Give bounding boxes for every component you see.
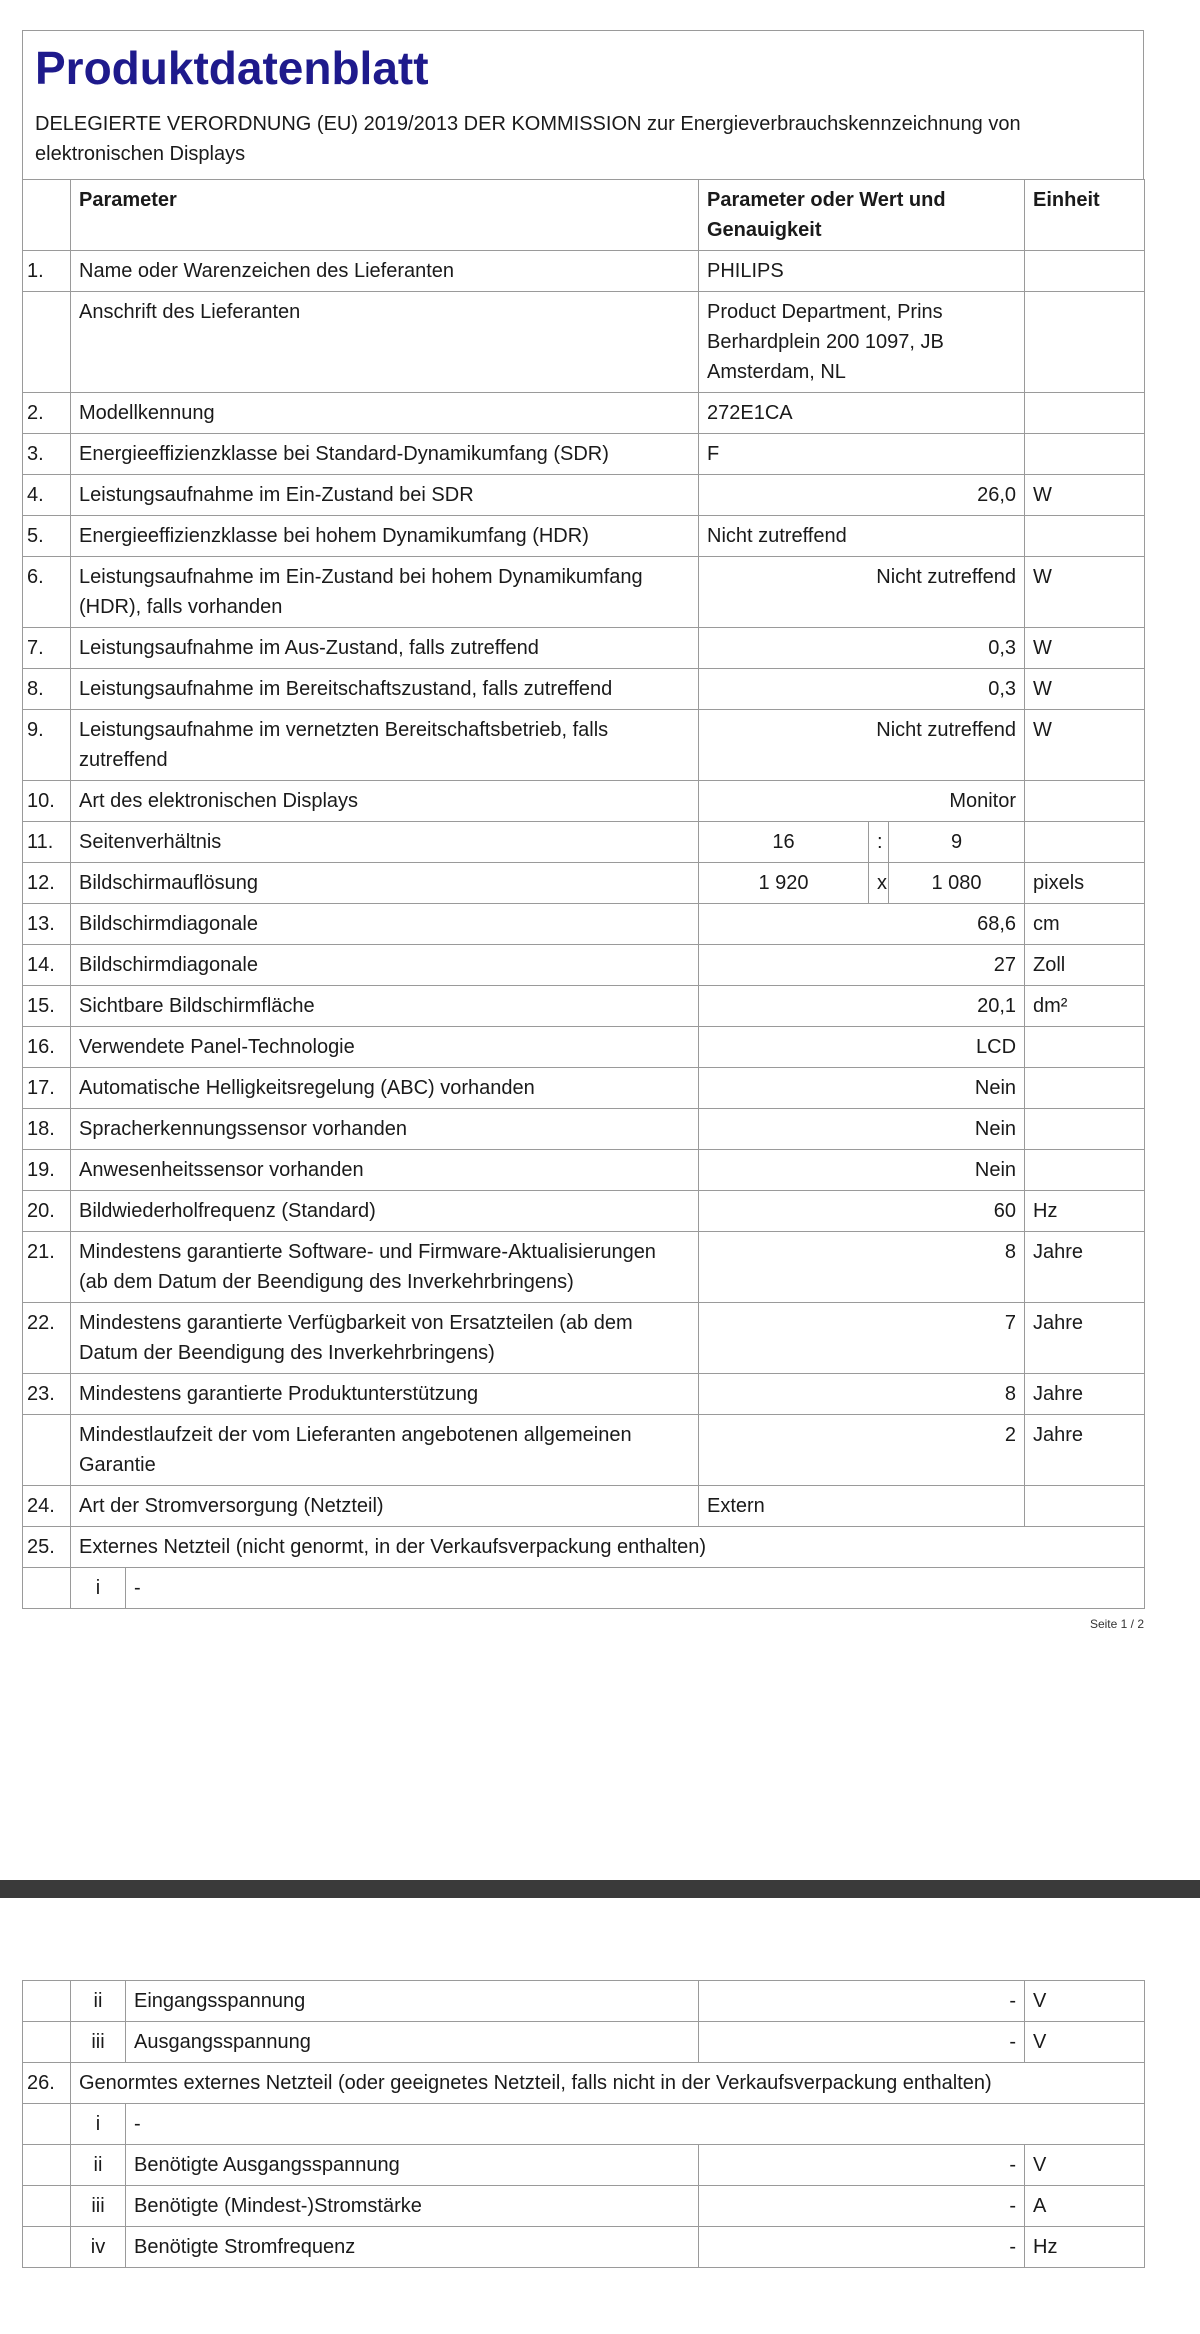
row-unit: V [1025, 2022, 1145, 2063]
row-parameter: Art der Stromversorgung (Netzteil) [71, 1486, 699, 1527]
table-row [23, 292, 1145, 393]
row-value: F [699, 434, 1025, 475]
row-parameter: Eingangsspannung [126, 1981, 699, 2022]
row-parameter: Bildwiederholfrequenz (Standard) [71, 1191, 699, 1232]
row-number: 13. [23, 904, 71, 945]
row-sub-number: ii [71, 2145, 126, 2186]
row-unit: dm² [1025, 986, 1145, 1027]
row-number: 14. [23, 945, 71, 986]
row-unit: Jahre [1025, 1374, 1145, 1415]
row-value-left: 1 920 [699, 863, 869, 904]
row-value: Extern [699, 1486, 1025, 1527]
row-number: 22. [23, 1303, 71, 1374]
page-title: Produktdatenblatt [35, 42, 429, 94]
row-parameter: Energieeffizienzklasse bei hohem Dynamikumfang (HDR) [71, 516, 699, 557]
row-value-right: 9 [889, 822, 1025, 863]
row-number: 5. [23, 516, 71, 557]
row-sub-number: i [71, 1568, 126, 1609]
row-parameter: Bildschirmauflösung [71, 863, 699, 904]
row-unit: Hz [1025, 2227, 1145, 2268]
row-value: 27 [699, 945, 1025, 986]
table-row [23, 2186, 1145, 2227]
row-number: 8. [23, 669, 71, 710]
row-number: 18. [23, 1109, 71, 1150]
table-row [23, 2063, 1145, 2104]
row-value: 2 [699, 1415, 1025, 1486]
row-unit [1025, 1486, 1145, 1527]
table-row [23, 393, 1145, 434]
row-section-text: Externes Netzteil (nicht genormt, in der Verkaufsverpackung enthalten) [71, 1527, 1145, 1568]
page-divider [0, 1880, 1200, 1898]
table-row [23, 251, 1145, 292]
row-unit: V [1025, 2145, 1145, 2186]
row-unit: Jahre [1025, 1415, 1145, 1486]
title-box [22, 30, 1144, 179]
row-number: 9. [23, 710, 71, 781]
row-number: 2. [23, 393, 71, 434]
row-parameter: Verwendete Panel-Technologie [71, 1027, 699, 1068]
row-parameter: Benötigte (Mindest-)Stromstärke [126, 2186, 699, 2227]
row-number [23, 292, 71, 393]
row-value: - [699, 2186, 1025, 2227]
row-value: - [699, 2022, 1025, 2063]
row-unit: Jahre [1025, 1303, 1145, 1374]
table-row [23, 822, 1145, 863]
row-unit: Jahre [1025, 1232, 1145, 1303]
table-row [23, 628, 1145, 669]
row-number [23, 2145, 71, 2186]
row-value: Nein [699, 1109, 1025, 1150]
row-unit: W [1025, 557, 1145, 628]
table-row [23, 557, 1145, 628]
row-unit: W [1025, 628, 1145, 669]
row-value: Nicht zutreffend [699, 516, 1025, 557]
table-row [23, 1981, 1145, 2022]
row-number [23, 2227, 71, 2268]
row-unit [1025, 292, 1145, 393]
row-unit [1025, 781, 1145, 822]
table-header-row [23, 180, 1145, 251]
row-value: Nicht zutreffend [699, 710, 1025, 781]
row-value: 20,1 [699, 986, 1025, 1027]
row-parameter: Leistungsaufnahme im Bereitschaftszustand, falls zutreffend [71, 669, 699, 710]
row-value: Nein [699, 1068, 1025, 1109]
row-value-left: 16 [699, 822, 869, 863]
row-parameter: Automatische Helligkeitsregelung (ABC) vorhanden [71, 1068, 699, 1109]
row-parameter: Mindestlaufzeit der vom Lieferanten angebotenen allgemeinen Garantie [71, 1415, 699, 1486]
row-value: PHILIPS [699, 251, 1025, 292]
row-value: 0,3 [699, 669, 1025, 710]
row-value: 26,0 [699, 475, 1025, 516]
row-number [23, 2104, 71, 2145]
row-number: 16. [23, 1027, 71, 1068]
row-parameter: Ausgangsspannung [126, 2022, 699, 2063]
row-number: 12. [23, 863, 71, 904]
row-number: 26. [23, 2063, 71, 2104]
row-value: 7 [699, 1303, 1025, 1374]
regulation-subtitle: DELEGIERTE VERORDNUNG (EU) 2019/2013 DER KOMMISSION zur Energieverbrauchskennzeichnung von elektronischen Displays [35, 113, 1021, 165]
row-parameter: Leistungsaufnahme im vernetzten Bereitschaftsbetrieb, falls zutreffend [71, 710, 699, 781]
row-number: 15. [23, 986, 71, 1027]
row-parameter: Spracherkennungssensor vorhanden [71, 1109, 699, 1150]
row-unit: Hz [1025, 1191, 1145, 1232]
row-parameter: Bildschirmdiagonale [71, 945, 699, 986]
row-number: 7. [23, 628, 71, 669]
row-unit: W [1025, 475, 1145, 516]
row-parameter: Benötigte Stromfrequenz [126, 2227, 699, 2268]
row-number: 11. [23, 822, 71, 863]
row-unit [1025, 822, 1145, 863]
table-row [23, 1027, 1145, 1068]
table-row [23, 781, 1145, 822]
table-row [23, 1374, 1145, 1415]
datasheet-page-2 [22, 1980, 1144, 2268]
row-number: 6. [23, 557, 71, 628]
table-row [23, 1191, 1145, 1232]
table-row [23, 863, 1145, 904]
header-num-cell [23, 180, 71, 251]
row-parameter: Mindestens garantierte Produktunterstützung [71, 1374, 699, 1415]
table-row [23, 1486, 1145, 1527]
table-row [23, 986, 1145, 1027]
row-sub-text: - [126, 2104, 1145, 2145]
table-row [23, 516, 1145, 557]
row-value: 272E1CA [699, 393, 1025, 434]
row-unit: cm [1025, 904, 1145, 945]
row-sub-number: iii [71, 2022, 126, 2063]
row-unit [1025, 1150, 1145, 1191]
row-number [23, 1981, 71, 2022]
row-value: - [699, 2227, 1025, 2268]
row-parameter: Bildschirmdiagonale [71, 904, 699, 945]
row-value: Monitor [699, 781, 1025, 822]
row-sub-number: iii [71, 2186, 126, 2227]
row-number [23, 2022, 71, 2063]
table-row [23, 434, 1145, 475]
table-row [23, 669, 1145, 710]
row-sub-text: - [126, 1568, 1145, 1609]
row-number: 4. [23, 475, 71, 516]
row-unit [1025, 251, 1145, 292]
table-row [23, 2145, 1145, 2186]
row-sub-number: iv [71, 2227, 126, 2268]
header-unit: Einheit [1025, 180, 1145, 251]
table-row [23, 1303, 1145, 1374]
row-parameter: Art des elektronischen Displays [71, 781, 699, 822]
row-value: 8 [699, 1232, 1025, 1303]
table-row [23, 1109, 1145, 1150]
row-section-text: Genormtes externes Netzteil (oder geeignetes Netzteil, falls nicht in der Verkaufsverpackung enthalten) [71, 2063, 1145, 2104]
row-unit [1025, 1027, 1145, 1068]
row-value-separator: : [869, 822, 889, 863]
row-number: 24. [23, 1486, 71, 1527]
table-row [23, 1232, 1145, 1303]
table-row [23, 475, 1145, 516]
row-parameter: Benötigte Ausgangsspannung [126, 2145, 699, 2186]
row-number: 21. [23, 1232, 71, 1303]
header-value: Parameter oder Wert und Genauigkeit [699, 180, 1025, 251]
row-value: LCD [699, 1027, 1025, 1068]
table-row [23, 2227, 1145, 2268]
row-number: 25. [23, 1527, 71, 1568]
row-unit [1025, 1068, 1145, 1109]
row-parameter: Mindestens garantierte Software- und Firmware-Aktualisierungen (ab dem Datum der Beendigung des Inverkehrbringens) [71, 1232, 699, 1303]
row-number: 23. [23, 1374, 71, 1415]
table-row [23, 904, 1145, 945]
product-datasheet-table-continued [22, 1980, 1145, 2268]
table-row [23, 1568, 1145, 1609]
table-row [23, 710, 1145, 781]
row-parameter: Sichtbare Bildschirmfläche [71, 986, 699, 1027]
row-unit: V [1025, 1981, 1145, 2022]
row-value: Product Department, Prins Berhardplein 200 1097, JB Amsterdam, NL [699, 292, 1025, 393]
row-unit: Zoll [1025, 945, 1145, 986]
row-parameter: Energieeffizienzklasse bei Standard-Dynamikumfang (SDR) [71, 434, 699, 475]
product-datasheet-table [22, 179, 1145, 1609]
row-number: 19. [23, 1150, 71, 1191]
row-unit [1025, 1109, 1145, 1150]
table-row [23, 1068, 1145, 1109]
page-footer: Seite 1 / 2 [1089, 1617, 1144, 1631]
row-parameter: Modellkennung [71, 393, 699, 434]
row-number [23, 1415, 71, 1486]
datasheet-page-1 [22, 30, 1144, 1631]
row-parameter: Name oder Warenzeichen des Lieferanten [71, 251, 699, 292]
row-parameter: Seitenverhältnis [71, 822, 699, 863]
row-value-separator: x [869, 863, 889, 904]
row-value: 68,6 [699, 904, 1025, 945]
row-value: Nein [699, 1150, 1025, 1191]
row-value: 60 [699, 1191, 1025, 1232]
row-unit: A [1025, 2186, 1145, 2227]
row-sub-number: i [71, 2104, 126, 2145]
row-unit: pixels [1025, 863, 1145, 904]
row-value: - [699, 1981, 1025, 2022]
row-parameter: Anschrift des Lieferanten [71, 292, 699, 393]
row-number [23, 1568, 71, 1609]
row-unit: W [1025, 669, 1145, 710]
row-unit [1025, 516, 1145, 557]
table-row [23, 945, 1145, 986]
row-unit [1025, 393, 1145, 434]
header-parameter: Parameter [71, 180, 699, 251]
table-row [23, 2022, 1145, 2063]
row-number [23, 2186, 71, 2227]
row-parameter: Leistungsaufnahme im Aus-Zustand, falls zutreffend [71, 628, 699, 669]
row-unit [1025, 434, 1145, 475]
row-value: - [699, 2145, 1025, 2186]
row-unit: W [1025, 710, 1145, 781]
row-number: 20. [23, 1191, 71, 1232]
table-row [23, 1415, 1145, 1486]
row-parameter: Leistungsaufnahme im Ein-Zustand bei SDR [71, 475, 699, 516]
row-number: 10. [23, 781, 71, 822]
row-number: 3. [23, 434, 71, 475]
row-parameter: Anwesenheitssensor vorhanden [71, 1150, 699, 1191]
row-value: Nicht zutreffend [699, 557, 1025, 628]
row-number: 17. [23, 1068, 71, 1109]
row-number: 1. [23, 251, 71, 292]
row-value: 8 [699, 1374, 1025, 1415]
row-sub-number: ii [71, 1981, 126, 2022]
table-row [23, 1150, 1145, 1191]
row-parameter: Mindestens garantierte Verfügbarkeit von Ersatzteilen (ab dem Datum der Beendigung des Inverkehrbringens) [71, 1303, 699, 1374]
table-row [23, 1527, 1145, 1568]
row-value-right: 1 080 [889, 863, 1025, 904]
row-parameter: Leistungsaufnahme im Ein-Zustand bei hohem Dynamikumfang (HDR), falls vorhanden [71, 557, 699, 628]
table-row [23, 2104, 1145, 2145]
row-value: 0,3 [699, 628, 1025, 669]
